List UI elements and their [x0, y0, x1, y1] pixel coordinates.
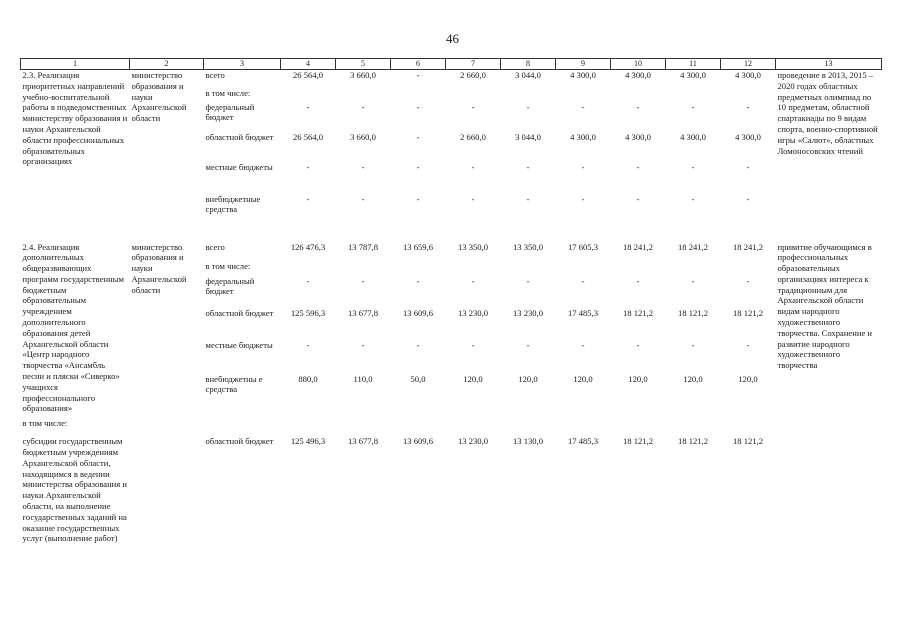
amount-cell: -: [416, 339, 420, 350]
amount-cell: [666, 88, 721, 102]
amount-cell: 4 300,0: [735, 70, 761, 80]
amount-cell: 17 485,3: [567, 436, 599, 447]
amount-cell: 2 660,0: [460, 70, 486, 80]
expected-result: привитие обучающимся в профессиональных образовательных организациях интереса к традиционным для Архангельской области видам народного художественного творчества. Сохранение и развитие народного художественного творчества: [777, 241, 873, 371]
amount-cell: 13 677,8: [347, 436, 379, 447]
amount-cell: -: [361, 339, 365, 350]
amount-cell: -: [361, 193, 365, 204]
including-row: [21, 418, 882, 436]
amount-cell: 110,0: [353, 373, 373, 384]
amount-cell: 18 241,2: [677, 241, 709, 252]
column-number-cell: 9: [556, 59, 611, 70]
amount-cell: [611, 261, 666, 276]
column-number-cell: 2: [130, 59, 204, 70]
table-body: [21, 70, 882, 545]
amount-cell: -: [306, 193, 310, 204]
funding-source: местные бюджеты: [205, 161, 273, 172]
amount-cell: 13 350,0: [512, 241, 544, 252]
column-number-cell: 6: [391, 59, 446, 70]
amount-cell: 120,0: [573, 373, 593, 384]
amount-cell: 18 121,2: [677, 307, 709, 318]
amount-cell: -: [471, 339, 475, 350]
activity-name: 2.3. Реализация приоритетных направлений учебно-воспитательной работы в подведомственных министерству образования и науки Архангельской области профессиональных образовательных организациях: [22, 70, 128, 167]
amount-cell: -: [636, 339, 640, 350]
amount-cell: [556, 88, 611, 102]
amount-cell: -: [526, 339, 530, 350]
funding-source: областной бюджет: [205, 131, 274, 142]
amount-cell: 26 564,0: [292, 131, 324, 142]
amount-cell: 17 485,3: [567, 307, 599, 318]
amount-cell: 17 605,3: [567, 241, 599, 252]
amount-cell: -: [471, 161, 475, 172]
amount-cell: 125 596,3: [290, 307, 326, 318]
amount-cell: [556, 261, 611, 276]
column-number-cell: 11: [666, 59, 721, 70]
executor: министерство образования и науки Архангельской области: [131, 70, 187, 124]
amount-cell: 13 230,0: [457, 307, 489, 318]
amount-cell: -: [581, 339, 585, 350]
amount-cell: 2 660,0: [460, 131, 486, 142]
amount-cell: [446, 261, 501, 276]
amount-cell: -: [636, 275, 640, 286]
amount-cell: 18 121,2: [732, 436, 764, 447]
amount-cell: 13 609,6: [402, 307, 434, 318]
amount-cell: -: [416, 70, 420, 80]
amount-cell: -: [526, 193, 530, 204]
amount-cell: -: [361, 275, 365, 286]
column-number-cell: 3: [204, 59, 281, 70]
funding-source: областной бюджет: [205, 436, 274, 447]
amount-cell: 13 130,0: [512, 436, 544, 447]
amount-cell: -: [526, 275, 530, 286]
column-number-cell: 1: [21, 59, 130, 70]
funding-source: внебюджетные средства: [205, 193, 261, 215]
amount-cell: -: [526, 161, 530, 172]
amount-cell: -: [306, 275, 310, 286]
including-label: в том числе:: [22, 418, 68, 429]
amount-cell: 13 230,0: [457, 436, 489, 447]
amount-cell: -: [746, 101, 750, 112]
funding-source: в том числе:: [205, 87, 251, 98]
amount-cell: 13 350,0: [457, 241, 489, 252]
amount-cell: -: [691, 101, 695, 112]
program-table: [20, 58, 882, 544]
amount-cell: -: [471, 193, 475, 204]
amount-cell: [336, 88, 391, 102]
funding-source: областной бюджет: [205, 307, 274, 318]
amount-cell: -: [691, 339, 695, 350]
amount-cell: 18 241,2: [622, 241, 654, 252]
amount-cell: -: [746, 339, 750, 350]
amount-cell: -: [691, 193, 695, 204]
activity-name: 2.4. Реализация дополнительных общеразвивающих программ государственным бюджетным образовательным учреждением дополнительного образования детей Архангельской области «Центр народного творчества «Ансамбль песни и пляски «Сиверко» учащихся профессионального образования»: [22, 241, 124, 414]
amount-cell: -: [581, 275, 585, 286]
amount-cell: -: [746, 193, 750, 204]
executor: [130, 436, 204, 544]
subsidy-name: субсидии государственным бюджетным учреждениям Архангельской области, находящимся в ведении министерства образования и науки Архангельской области, на выполнение государственных заданий на оказание государственных услуг (выполнение работ): [22, 436, 127, 544]
column-number-cell: 13: [776, 59, 882, 70]
section-spacer: [21, 232, 882, 242]
column-number-cell: 7: [446, 59, 501, 70]
amount-cell: -: [746, 275, 750, 286]
amount-cell: 50,0: [410, 373, 426, 384]
amount-cell: 13 609,6: [402, 436, 434, 447]
expected-result: [776, 436, 882, 544]
amount-cell: 18 121,2: [622, 436, 654, 447]
amount-cell: 13 659,6: [402, 241, 434, 252]
amount-cell: -: [691, 275, 695, 286]
amount-cell: [611, 88, 666, 102]
amount-cell: [336, 261, 391, 276]
amount-cell: 4 300,0: [625, 70, 651, 80]
amount-cell: -: [416, 101, 420, 112]
amount-cell: 880,0: [298, 373, 318, 384]
amount-cell: -: [306, 339, 310, 350]
amount-cell: 3 660,0: [350, 70, 376, 80]
amount-cell: 3 044,0: [515, 70, 541, 80]
funding-source: федеральный бюджет: [205, 275, 255, 297]
column-number-cell: 10: [611, 59, 666, 70]
amount-cell: 126 476,3: [290, 241, 326, 252]
amount-cell: -: [306, 161, 310, 172]
amount-cell: 18 241,2: [732, 241, 764, 252]
amount-cell: 120,0: [518, 373, 538, 384]
amount-cell: 13 230,0: [512, 307, 544, 318]
amount-cell: -: [636, 101, 640, 112]
funding-source: в том числе:: [205, 260, 251, 271]
amount-cell: [501, 88, 556, 102]
amount-cell: [666, 261, 721, 276]
section-row: [21, 70, 882, 88]
amount-cell: 18 121,2: [677, 436, 709, 447]
funding-source: местные бюджеты: [205, 339, 273, 350]
amount-cell: 120,0: [628, 373, 648, 384]
amount-cell: -: [306, 101, 310, 112]
amount-cell: -: [416, 161, 420, 172]
amount-cell: 18 121,2: [622, 307, 654, 318]
amount-cell: [281, 88, 336, 102]
amount-cell: 4 300,0: [570, 131, 596, 142]
amount-cell: 18 121,2: [732, 307, 764, 318]
amount-cell: 4 300,0: [570, 70, 596, 80]
column-number-cell: 5: [336, 59, 391, 70]
section-row: [21, 242, 882, 261]
amount-cell: 120,0: [738, 373, 758, 384]
amount-cell: -: [581, 161, 585, 172]
amount-cell: -: [416, 275, 420, 286]
amount-cell: [391, 261, 446, 276]
amount-cell: -: [581, 193, 585, 204]
expected-result: проведение в 2013, 2015 – 2020 годах областных предметных олимпиад по 10 предметам, областной спартакиады по 9 видам спорта, военно-спортивной игры «Салют», областных Ломоносовских чтений: [777, 70, 878, 156]
amount-cell: -: [636, 193, 640, 204]
amount-cell: -: [471, 275, 475, 286]
amount-cell: -: [471, 101, 475, 112]
amount-cell: 13 677,8: [347, 307, 379, 318]
amount-cell: 120,0: [463, 373, 483, 384]
funding-source: всего: [205, 241, 225, 252]
amount-cell: -: [416, 131, 420, 142]
amount-cell: [391, 88, 446, 102]
amount-cell: [501, 261, 556, 276]
amount-cell: -: [746, 161, 750, 172]
amount-cell: 3 044,0: [515, 131, 541, 142]
column-number-cell: 4: [281, 59, 336, 70]
amount-cell: 4 300,0: [735, 131, 761, 142]
amount-cell: -: [361, 101, 365, 112]
amount-cell: 13 787,8: [347, 241, 379, 252]
amount-cell: 3 660,0: [350, 131, 376, 142]
column-number-header: [21, 59, 882, 70]
executor: министерство образования и науки Архангельской области: [131, 241, 187, 295]
amount-cell: 4 300,0: [680, 70, 706, 80]
amount-cell: [721, 261, 776, 276]
funding-source: федеральный бюджет: [205, 101, 255, 123]
amount-cell: 4 300,0: [625, 131, 651, 142]
amount-cell: [446, 88, 501, 102]
amount-cell: -: [361, 161, 365, 172]
column-number-cell: 12: [721, 59, 776, 70]
amount-cell: [721, 88, 776, 102]
amount-cell: -: [526, 101, 530, 112]
amount-cell: -: [691, 161, 695, 172]
amount-cell: 4 300,0: [680, 131, 706, 142]
amount-cell: 26 564,0: [292, 70, 324, 80]
amount-cell: -: [636, 161, 640, 172]
page-number: 46: [446, 31, 459, 46]
subsidy-row: [21, 436, 882, 544]
funding-source: внебюджетны е средства: [205, 373, 263, 395]
amount-cell: 120,0: [683, 373, 703, 384]
amount-cell: [281, 261, 336, 276]
column-number-cell: 8: [501, 59, 556, 70]
amount-cell: 125 496,3: [290, 436, 326, 447]
funding-source: всего: [205, 70, 225, 80]
amount-cell: -: [416, 193, 420, 204]
amount-cell: -: [581, 101, 585, 112]
